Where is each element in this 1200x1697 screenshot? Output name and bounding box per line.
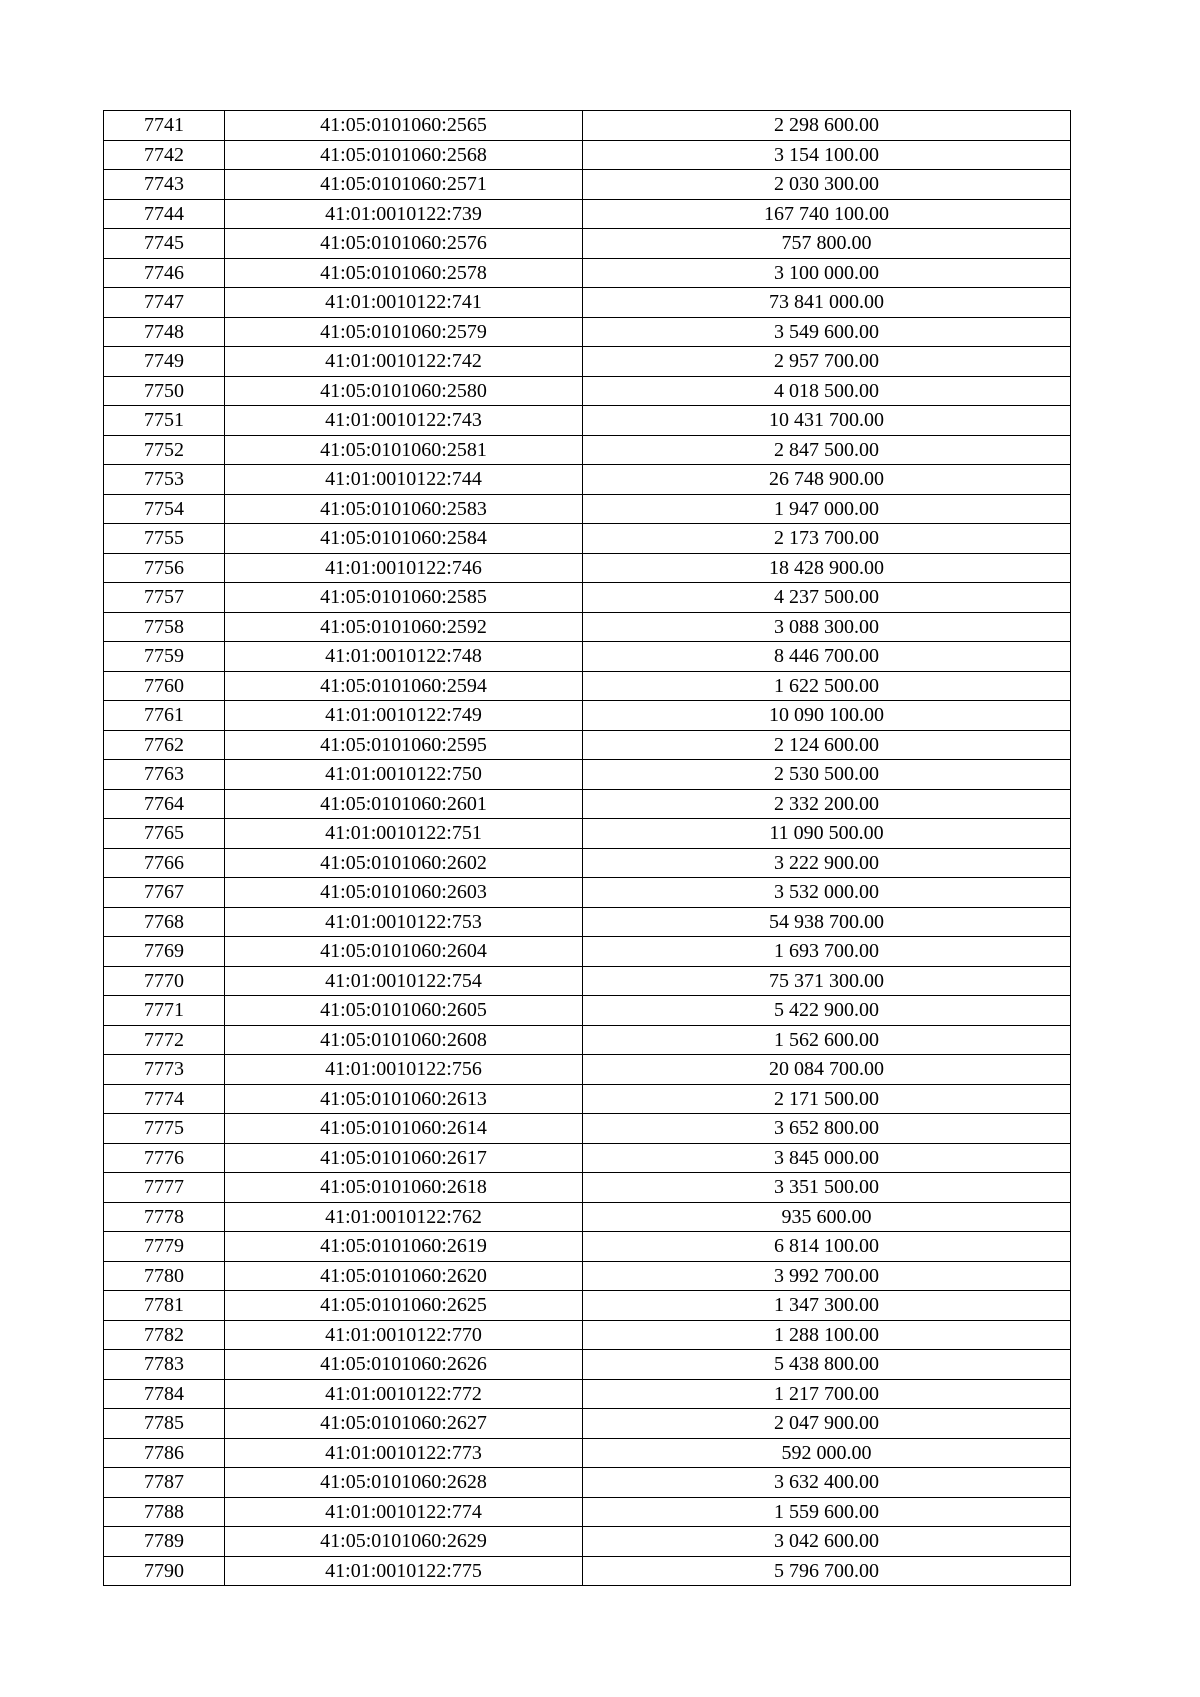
cadastral-value-cell: 1 347 300.00 bbox=[583, 1291, 1071, 1321]
row-number-cell: 7777 bbox=[104, 1173, 225, 1203]
cadastral-number-cell: 41:01:0010122:749 bbox=[225, 701, 583, 731]
table-row bbox=[104, 317, 1071, 347]
cadastral-number-cell: 41:05:0101060:2628 bbox=[225, 1468, 583, 1498]
row-number-cell: 7744 bbox=[104, 199, 225, 229]
cadastral-number-cell: 41:01:0010122:743 bbox=[225, 406, 583, 436]
cadastral-number-cell: 41:05:0101060:2614 bbox=[225, 1114, 583, 1144]
table-row bbox=[104, 347, 1071, 377]
row-number-cell: 7763 bbox=[104, 760, 225, 790]
cadastral-value-cell: 2 530 500.00 bbox=[583, 760, 1071, 790]
cadastral-number-cell: 41:01:0010122:746 bbox=[225, 553, 583, 583]
cadastral-value-cell: 1 217 700.00 bbox=[583, 1379, 1071, 1409]
row-number-cell: 7790 bbox=[104, 1556, 225, 1586]
cadastral-value-cell: 3 088 300.00 bbox=[583, 612, 1071, 642]
table-row bbox=[104, 524, 1071, 554]
table-row bbox=[104, 229, 1071, 259]
cadastral-number-cell: 41:01:0010122:772 bbox=[225, 1379, 583, 1409]
cadastral-value-cell: 1 947 000.00 bbox=[583, 494, 1071, 524]
row-number-cell: 7752 bbox=[104, 435, 225, 465]
table-row bbox=[104, 878, 1071, 908]
table-row bbox=[104, 819, 1071, 849]
cadastral-value-cell: 2 957 700.00 bbox=[583, 347, 1071, 377]
row-number-cell: 7761 bbox=[104, 701, 225, 731]
cadastral-value-cell: 1 622 500.00 bbox=[583, 671, 1071, 701]
row-number-cell: 7778 bbox=[104, 1202, 225, 1232]
table-row bbox=[104, 1468, 1071, 1498]
cadastral-number-cell: 41:05:0101060:2585 bbox=[225, 583, 583, 613]
row-number-cell: 7747 bbox=[104, 288, 225, 318]
table-row bbox=[104, 1202, 1071, 1232]
row-number-cell: 7779 bbox=[104, 1232, 225, 1262]
row-number-cell: 7754 bbox=[104, 494, 225, 524]
row-number-cell: 7770 bbox=[104, 966, 225, 996]
cadastral-value-cell: 3 652 800.00 bbox=[583, 1114, 1071, 1144]
row-number-cell: 7789 bbox=[104, 1527, 225, 1557]
table-row bbox=[104, 406, 1071, 436]
cadastral-number-cell: 41:05:0101060:2584 bbox=[225, 524, 583, 554]
table-row bbox=[104, 701, 1071, 731]
row-number-cell: 7745 bbox=[104, 229, 225, 259]
table-row bbox=[104, 1055, 1071, 1085]
row-number-cell: 7765 bbox=[104, 819, 225, 849]
cadastral-number-cell: 41:01:0010122:773 bbox=[225, 1438, 583, 1468]
table-row bbox=[104, 1114, 1071, 1144]
row-number-cell: 7768 bbox=[104, 907, 225, 937]
row-number-cell: 7782 bbox=[104, 1320, 225, 1350]
cadastral-value-cell: 3 992 700.00 bbox=[583, 1261, 1071, 1291]
row-number-cell: 7766 bbox=[104, 848, 225, 878]
row-number-cell: 7784 bbox=[104, 1379, 225, 1409]
cadastral-value-cell: 5 438 800.00 bbox=[583, 1350, 1071, 1380]
cadastral-number-cell: 41:05:0101060:2578 bbox=[225, 258, 583, 288]
cadastral-number-cell: 41:01:0010122:775 bbox=[225, 1556, 583, 1586]
cadastral-value-cell: 5 422 900.00 bbox=[583, 996, 1071, 1026]
cadastral-number-cell: 41:01:0010122:770 bbox=[225, 1320, 583, 1350]
table-row bbox=[104, 612, 1071, 642]
cadastral-number-cell: 41:05:0101060:2565 bbox=[225, 111, 583, 141]
cadastral-value-cell: 4 018 500.00 bbox=[583, 376, 1071, 406]
cadastral-number-cell: 41:05:0101060:2627 bbox=[225, 1409, 583, 1439]
row-number-cell: 7787 bbox=[104, 1468, 225, 1498]
table-row bbox=[104, 435, 1071, 465]
row-number-cell: 7769 bbox=[104, 937, 225, 967]
table-body bbox=[104, 111, 1071, 1586]
table-row bbox=[104, 199, 1071, 229]
cadastral-value-cell: 2 124 600.00 bbox=[583, 730, 1071, 760]
table-row bbox=[104, 1143, 1071, 1173]
cadastral-number-cell: 41:05:0101060:2583 bbox=[225, 494, 583, 524]
cadastral-value-cell: 2 047 900.00 bbox=[583, 1409, 1071, 1439]
cadastral-number-cell: 41:05:0101060:2629 bbox=[225, 1527, 583, 1557]
cadastral-value-cell: 4 237 500.00 bbox=[583, 583, 1071, 613]
cadastral-number-cell: 41:05:0101060:2579 bbox=[225, 317, 583, 347]
cadastral-value-cell: 10 090 100.00 bbox=[583, 701, 1071, 731]
cadastral-number-cell: 41:01:0010122:739 bbox=[225, 199, 583, 229]
row-number-cell: 7757 bbox=[104, 583, 225, 613]
cadastral-number-cell: 41:05:0101060:2608 bbox=[225, 1025, 583, 1055]
cadastral-value-cell: 3 154 100.00 bbox=[583, 140, 1071, 170]
cadastral-value-cell: 73 841 000.00 bbox=[583, 288, 1071, 318]
table-row bbox=[104, 140, 1071, 170]
table-row bbox=[104, 1025, 1071, 1055]
table-row bbox=[104, 642, 1071, 672]
row-number-cell: 7743 bbox=[104, 170, 225, 200]
row-number-cell: 7781 bbox=[104, 1291, 225, 1321]
cadastral-value-cell: 3 549 600.00 bbox=[583, 317, 1071, 347]
row-number-cell: 7780 bbox=[104, 1261, 225, 1291]
row-number-cell: 7760 bbox=[104, 671, 225, 701]
cadastral-number-cell: 41:05:0101060:2604 bbox=[225, 937, 583, 967]
cadastral-number-cell: 41:01:0010122:750 bbox=[225, 760, 583, 790]
table-row bbox=[104, 966, 1071, 996]
cadastral-number-cell: 41:01:0010122:756 bbox=[225, 1055, 583, 1085]
cadastral-number-cell: 41:05:0101060:2626 bbox=[225, 1350, 583, 1380]
cadastral-value-cell: 54 938 700.00 bbox=[583, 907, 1071, 937]
cadastral-value-cell: 935 600.00 bbox=[583, 1202, 1071, 1232]
cadastral-value-cell: 10 431 700.00 bbox=[583, 406, 1071, 436]
row-number-cell: 7764 bbox=[104, 789, 225, 819]
row-number-cell: 7741 bbox=[104, 111, 225, 141]
row-number-cell: 7783 bbox=[104, 1350, 225, 1380]
cadastral-value-cell: 75 371 300.00 bbox=[583, 966, 1071, 996]
table-row bbox=[104, 553, 1071, 583]
cadastral-value-cell: 26 748 900.00 bbox=[583, 465, 1071, 495]
row-number-cell: 7748 bbox=[104, 317, 225, 347]
table-row bbox=[104, 1173, 1071, 1203]
cadastral-number-cell: 41:05:0101060:2594 bbox=[225, 671, 583, 701]
cadastral-value-cell: 3 100 000.00 bbox=[583, 258, 1071, 288]
table-row bbox=[104, 258, 1071, 288]
cadastral-value-cell: 2 298 600.00 bbox=[583, 111, 1071, 141]
cadastral-value-cell: 3 532 000.00 bbox=[583, 878, 1071, 908]
cadastral-value-cell: 5 796 700.00 bbox=[583, 1556, 1071, 1586]
table-row bbox=[104, 1497, 1071, 1527]
row-number-cell: 7742 bbox=[104, 140, 225, 170]
cadastral-value-cell: 3 632 400.00 bbox=[583, 1468, 1071, 1498]
cadastral-value-cell: 592 000.00 bbox=[583, 1438, 1071, 1468]
cadastral-number-cell: 41:01:0010122:754 bbox=[225, 966, 583, 996]
cadastral-value-cell: 18 428 900.00 bbox=[583, 553, 1071, 583]
cadastral-value-cell: 1 693 700.00 bbox=[583, 937, 1071, 967]
cadastral-value-cell: 1 562 600.00 bbox=[583, 1025, 1071, 1055]
cadastral-value-cell: 167 740 100.00 bbox=[583, 199, 1071, 229]
row-number-cell: 7785 bbox=[104, 1409, 225, 1439]
table-row bbox=[104, 1409, 1071, 1439]
cadastral-number-cell: 41:05:0101060:2576 bbox=[225, 229, 583, 259]
cadastral-number-cell: 41:05:0101060:2571 bbox=[225, 170, 583, 200]
cadastral-number-cell: 41:05:0101060:2625 bbox=[225, 1291, 583, 1321]
row-number-cell: 7773 bbox=[104, 1055, 225, 1085]
table-row bbox=[104, 1350, 1071, 1380]
cadastral-value-cell: 6 814 100.00 bbox=[583, 1232, 1071, 1262]
cadastral-number-cell: 41:05:0101060:2613 bbox=[225, 1084, 583, 1114]
table-row bbox=[104, 1232, 1071, 1262]
cadastral-number-cell: 41:05:0101060:2592 bbox=[225, 612, 583, 642]
row-number-cell: 7775 bbox=[104, 1114, 225, 1144]
cadastral-number-cell: 41:05:0101060:2603 bbox=[225, 878, 583, 908]
table-row bbox=[104, 1261, 1071, 1291]
cadastral-number-cell: 41:01:0010122:742 bbox=[225, 347, 583, 377]
table-row bbox=[104, 760, 1071, 790]
cadastral-number-cell: 41:05:0101060:2617 bbox=[225, 1143, 583, 1173]
row-number-cell: 7767 bbox=[104, 878, 225, 908]
table-row bbox=[104, 376, 1071, 406]
cadastral-number-cell: 41:05:0101060:2595 bbox=[225, 730, 583, 760]
cadastral-value-cell: 3 042 600.00 bbox=[583, 1527, 1071, 1557]
cadastral-value-cell: 757 800.00 bbox=[583, 229, 1071, 259]
table-row bbox=[104, 1084, 1071, 1114]
row-number-cell: 7774 bbox=[104, 1084, 225, 1114]
table-row bbox=[104, 170, 1071, 200]
table-row bbox=[104, 1320, 1071, 1350]
cadastral-value-cell: 1 559 600.00 bbox=[583, 1497, 1071, 1527]
cadastral-number-cell: 41:01:0010122:751 bbox=[225, 819, 583, 849]
table-row bbox=[104, 583, 1071, 613]
row-number-cell: 7751 bbox=[104, 406, 225, 436]
table-row bbox=[104, 996, 1071, 1026]
row-number-cell: 7746 bbox=[104, 258, 225, 288]
table-row bbox=[104, 671, 1071, 701]
table-row bbox=[104, 1438, 1071, 1468]
row-number-cell: 7786 bbox=[104, 1438, 225, 1468]
cadastral-number-cell: 41:01:0010122:741 bbox=[225, 288, 583, 318]
row-number-cell: 7788 bbox=[104, 1497, 225, 1527]
cadastral-value-cell: 2 332 200.00 bbox=[583, 789, 1071, 819]
cadastral-value-cell: 3 351 500.00 bbox=[583, 1173, 1071, 1203]
row-number-cell: 7772 bbox=[104, 1025, 225, 1055]
table-row bbox=[104, 494, 1071, 524]
row-number-cell: 7750 bbox=[104, 376, 225, 406]
cadastral-number-cell: 41:05:0101060:2620 bbox=[225, 1261, 583, 1291]
table-row bbox=[104, 1556, 1071, 1586]
row-number-cell: 7759 bbox=[104, 642, 225, 672]
cadastral-value-cell: 2 173 700.00 bbox=[583, 524, 1071, 554]
cadastral-number-cell: 41:05:0101060:2568 bbox=[225, 140, 583, 170]
cadastral-value-cell: 3 845 000.00 bbox=[583, 1143, 1071, 1173]
cadastral-value-cell: 2 847 500.00 bbox=[583, 435, 1071, 465]
cadastral-value-cell: 2 171 500.00 bbox=[583, 1084, 1071, 1114]
cadastral-number-cell: 41:05:0101060:2605 bbox=[225, 996, 583, 1026]
cadastral-number-cell: 41:05:0101060:2618 bbox=[225, 1173, 583, 1203]
table-row bbox=[104, 111, 1071, 141]
row-number-cell: 7758 bbox=[104, 612, 225, 642]
cadastral-number-cell: 41:01:0010122:748 bbox=[225, 642, 583, 672]
cadastral-number-cell: 41:01:0010122:744 bbox=[225, 465, 583, 495]
cadastral-number-cell: 41:01:0010122:753 bbox=[225, 907, 583, 937]
row-number-cell: 7771 bbox=[104, 996, 225, 1026]
cadastral-value-table bbox=[103, 110, 1071, 1586]
row-number-cell: 7762 bbox=[104, 730, 225, 760]
cadastral-number-cell: 41:05:0101060:2619 bbox=[225, 1232, 583, 1262]
table-row bbox=[104, 848, 1071, 878]
cadastral-number-cell: 41:05:0101060:2602 bbox=[225, 848, 583, 878]
row-number-cell: 7776 bbox=[104, 1143, 225, 1173]
row-number-cell: 7753 bbox=[104, 465, 225, 495]
row-number-cell: 7756 bbox=[104, 553, 225, 583]
table-row bbox=[104, 1527, 1071, 1557]
cadastral-value-cell: 20 084 700.00 bbox=[583, 1055, 1071, 1085]
cadastral-value-cell: 11 090 500.00 bbox=[583, 819, 1071, 849]
row-number-cell: 7749 bbox=[104, 347, 225, 377]
cadastral-number-cell: 41:05:0101060:2601 bbox=[225, 789, 583, 819]
cadastral-number-cell: 41:01:0010122:762 bbox=[225, 1202, 583, 1232]
table-row bbox=[104, 907, 1071, 937]
table-row bbox=[104, 789, 1071, 819]
table-row bbox=[104, 1291, 1071, 1321]
cadastral-number-cell: 41:05:0101060:2581 bbox=[225, 435, 583, 465]
cadastral-number-cell: 41:01:0010122:774 bbox=[225, 1497, 583, 1527]
table-row bbox=[104, 937, 1071, 967]
row-number-cell: 7755 bbox=[104, 524, 225, 554]
cadastral-value-cell: 3 222 900.00 bbox=[583, 848, 1071, 878]
cadastral-value-cell: 1 288 100.00 bbox=[583, 1320, 1071, 1350]
cadastral-number-cell: 41:05:0101060:2580 bbox=[225, 376, 583, 406]
table-row bbox=[104, 465, 1071, 495]
cadastral-value-cell: 8 446 700.00 bbox=[583, 642, 1071, 672]
table-row bbox=[104, 1379, 1071, 1409]
table-row bbox=[104, 730, 1071, 760]
cadastral-value-cell: 2 030 300.00 bbox=[583, 170, 1071, 200]
table-row bbox=[104, 288, 1071, 318]
